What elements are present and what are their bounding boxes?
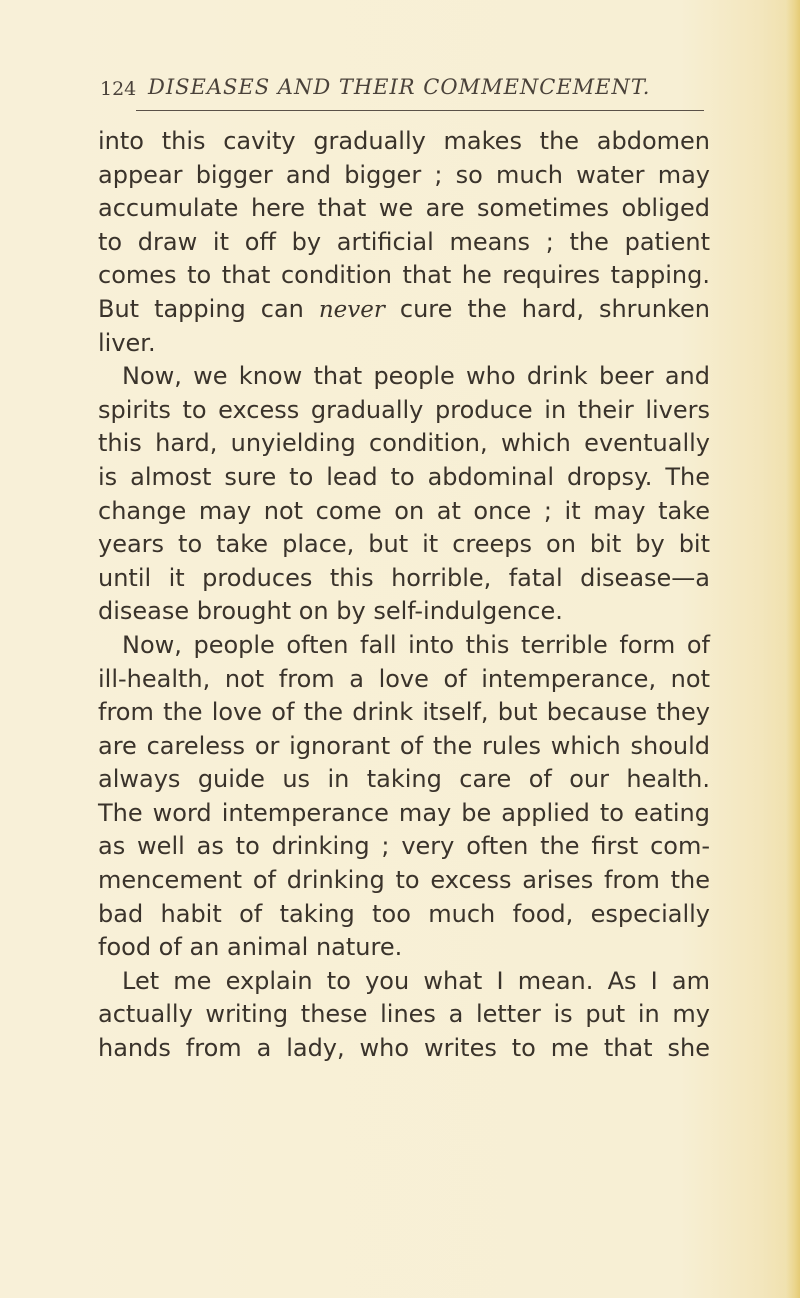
text-line: ill-health, not from a love of intemperance, not: [98, 664, 710, 693]
text-line: change may not come on at once ; it may take: [98, 496, 710, 525]
emphasized-word: never: [318, 296, 385, 323]
text-line: hands from a lady, who writes to me that she: [98, 1034, 710, 1063]
body-text: [98, 125, 710, 1066]
text-line: is almost sure to lead to abdominal dropsy. The: [98, 462, 710, 491]
text-line: from the love of the drink itself, but because they: [98, 698, 710, 727]
page-number: 124: [100, 78, 137, 100]
text-line: years to take place, but it creeps on bit by bit: [98, 530, 710, 559]
text-line: liver.: [98, 328, 156, 357]
text-line: food of an animal nature.: [98, 933, 403, 962]
paragraph-start-line: Now, we know that people who drink beer and: [122, 362, 710, 391]
text-line: comes to that condition that he requires tapping.: [98, 261, 710, 290]
text-line: this hard, unyielding condition, which eventually: [98, 429, 710, 458]
text-line: mencement of drinking to excess arises from the: [98, 866, 710, 895]
text-fragment: cure the hard, shrunken: [399, 294, 710, 323]
text-line: disease brought on by self-indulgence.: [98, 597, 563, 626]
text-line: until it produces this horrible, fatal disease—a: [98, 563, 710, 592]
page-header: [100, 75, 710, 115]
text-line: The word intemperance may be applied to eating: [98, 798, 710, 827]
text-line-with-emphasis: [98, 293, 710, 327]
text-line: spirits to excess gradually produce in their livers: [98, 395, 710, 424]
text-fragment: But tapping can: [98, 294, 304, 323]
page-edge-shading: [786, 0, 800, 1298]
text-line: to draw it off by artificial means ; the patient: [98, 227, 710, 256]
text-line: always guide us in taking care of our health.: [98, 765, 710, 794]
text-line: appear bigger and bigger ; so much water may: [98, 160, 710, 189]
paragraph-start-line: Now, people often fall into this terrible form of: [122, 630, 710, 659]
running-title: DISEASES AND THEIR COMMENCEMENT.: [148, 75, 651, 99]
text-line: bad habit of taking too much food, especially: [98, 899, 710, 928]
text-line: are careless or ignorant of the rules which should: [98, 731, 710, 760]
paragraph-start-line: Let me explain to you what I mean. As I am: [122, 966, 710, 995]
text-line: into this cavity gradually makes the abdomen: [98, 127, 710, 155]
text-line: accumulate here that we are sometimes obliged: [98, 194, 710, 223]
text-line: actually writing these lines a letter is put in my: [98, 1000, 710, 1029]
text-line: as well as to drinking ; very often the first com-: [98, 832, 710, 861]
header-rule: [136, 110, 704, 111]
